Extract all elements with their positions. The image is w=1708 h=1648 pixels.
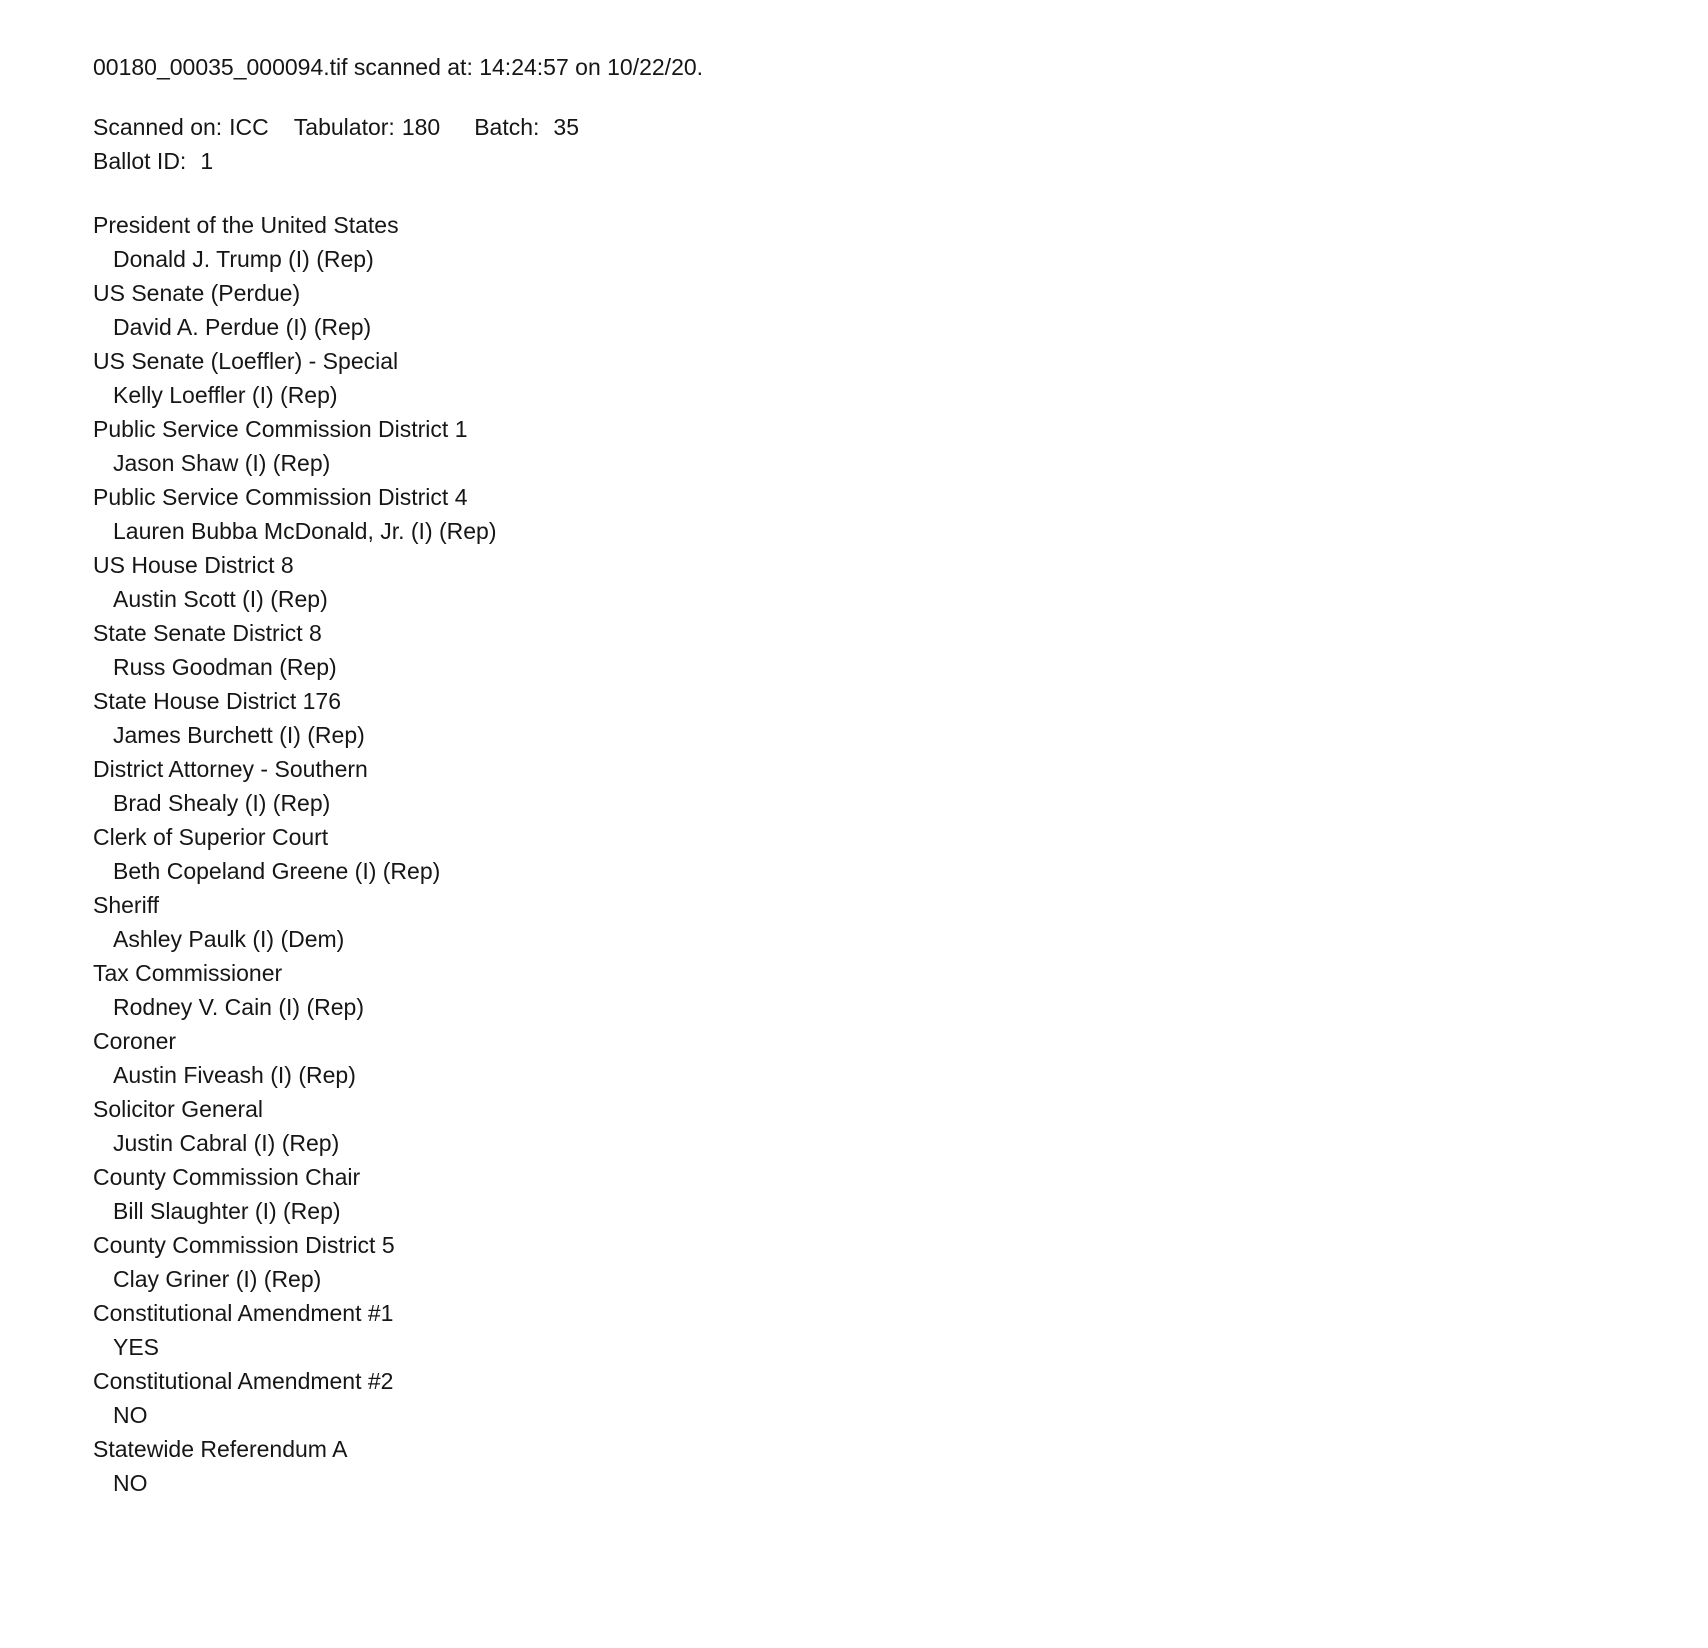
- contest-selection: Rodney V. Cain (I) (Rep): [113, 994, 364, 1020]
- contest-block: [93, 412, 1648, 480]
- contest-title: US Senate (Loeffler) - Special: [93, 348, 399, 374]
- batch-value: 35: [553, 114, 579, 140]
- contest-selection: James Burchett (I) (Rep): [113, 722, 365, 748]
- contest-title: State Senate District 8: [93, 620, 322, 646]
- contest-selection: Bill Slaughter (I) (Rep): [113, 1198, 341, 1224]
- contest-selection: NO: [113, 1470, 148, 1496]
- batch-label: Batch:: [474, 114, 540, 140]
- contest-block: [93, 548, 1648, 616]
- contest-block: [93, 208, 1648, 276]
- contest-block: [93, 1228, 1648, 1296]
- contest-selection: Jason Shaw (I) (Rep): [113, 450, 331, 476]
- ballot-id-value: 1: [200, 148, 214, 174]
- contest-block: [93, 276, 1648, 344]
- contest-title: Constitutional Amendment #1: [93, 1300, 394, 1326]
- scan-info-line: [93, 110, 1648, 144]
- ballot-id-label: Ballot ID:: [93, 148, 187, 174]
- contest-selection: Justin Cabral (I) (Rep): [113, 1130, 340, 1156]
- contest-selection: Russ Goodman (Rep): [113, 654, 337, 680]
- contest-selection: Austin Scott (I) (Rep): [113, 586, 328, 612]
- tabulator-label: Tabulator:: [293, 114, 395, 140]
- contest-title: Constitutional Amendment #2: [93, 1368, 394, 1394]
- contest-block: [93, 820, 1648, 888]
- contest-block: [93, 752, 1648, 820]
- contest-title: Public Service Commission District 1: [93, 416, 468, 442]
- contest-title: Clerk of Superior Court: [93, 824, 329, 850]
- contest-title: Tax Commissioner: [93, 960, 283, 986]
- contest-title: Coroner: [93, 1028, 177, 1054]
- contest-title: Sheriff: [93, 892, 160, 918]
- contest-selection: Brad Shealy (I) (Rep): [113, 790, 331, 816]
- contest-block: [93, 956, 1648, 1024]
- contest-list: [93, 208, 1648, 1500]
- contest-block: [93, 1296, 1648, 1364]
- contest-block: [93, 1160, 1648, 1228]
- contest-selection: Clay Griner (I) (Rep): [113, 1266, 322, 1292]
- contest-title: US Senate (Perdue): [93, 280, 301, 306]
- tabulator-value: 180: [401, 114, 441, 140]
- contest-block: [93, 344, 1648, 412]
- contest-selection: Ashley Paulk (I) (Dem): [113, 926, 345, 952]
- contest-selection: NO: [113, 1402, 148, 1428]
- contest-title: State House District 176: [93, 688, 342, 714]
- contest-block: [93, 1432, 1648, 1500]
- contest-title: District Attorney - Southern: [93, 756, 368, 782]
- contest-selection: YES: [113, 1334, 160, 1360]
- contest-block: [93, 888, 1648, 956]
- contest-title: County Commission Chair: [93, 1164, 361, 1190]
- contest-selection: Beth Copeland Greene (I) (Rep): [113, 858, 441, 884]
- contest-block: [93, 1024, 1648, 1092]
- scanned-on-label: Scanned on:: [93, 114, 223, 140]
- contest-block: [93, 616, 1648, 684]
- contest-block: [93, 480, 1648, 548]
- contest-title: Statewide Referendum A: [93, 1436, 348, 1462]
- contest-title: County Commission District 5: [93, 1232, 395, 1258]
- contest-selection: Donald J. Trump (I) (Rep): [113, 246, 374, 272]
- contest-block: [93, 1092, 1648, 1160]
- contest-selection: Austin Fiveash (I) (Rep): [113, 1062, 356, 1088]
- contest-title: Solicitor General: [93, 1096, 264, 1122]
- contest-selection: Kelly Loeffler (I) (Rep): [113, 382, 338, 408]
- contest-title: Public Service Commission District 4: [93, 484, 468, 510]
- contest-block: [93, 1364, 1648, 1432]
- contest-selection: Lauren Bubba McDonald, Jr. (I) (Rep): [113, 518, 497, 544]
- contest-block: [93, 684, 1648, 752]
- contest-selection: David A. Perdue (I) (Rep): [113, 314, 372, 340]
- scan-filename-line: 00180_00035_000094.tif scanned at: 14:24:57 on 10/22/20.: [93, 54, 704, 80]
- contest-title: US House District 8: [93, 552, 294, 578]
- scanned-on-value: ICC: [229, 114, 269, 140]
- ballot-id-line: [93, 144, 1648, 178]
- contest-title: President of the United States: [93, 212, 399, 238]
